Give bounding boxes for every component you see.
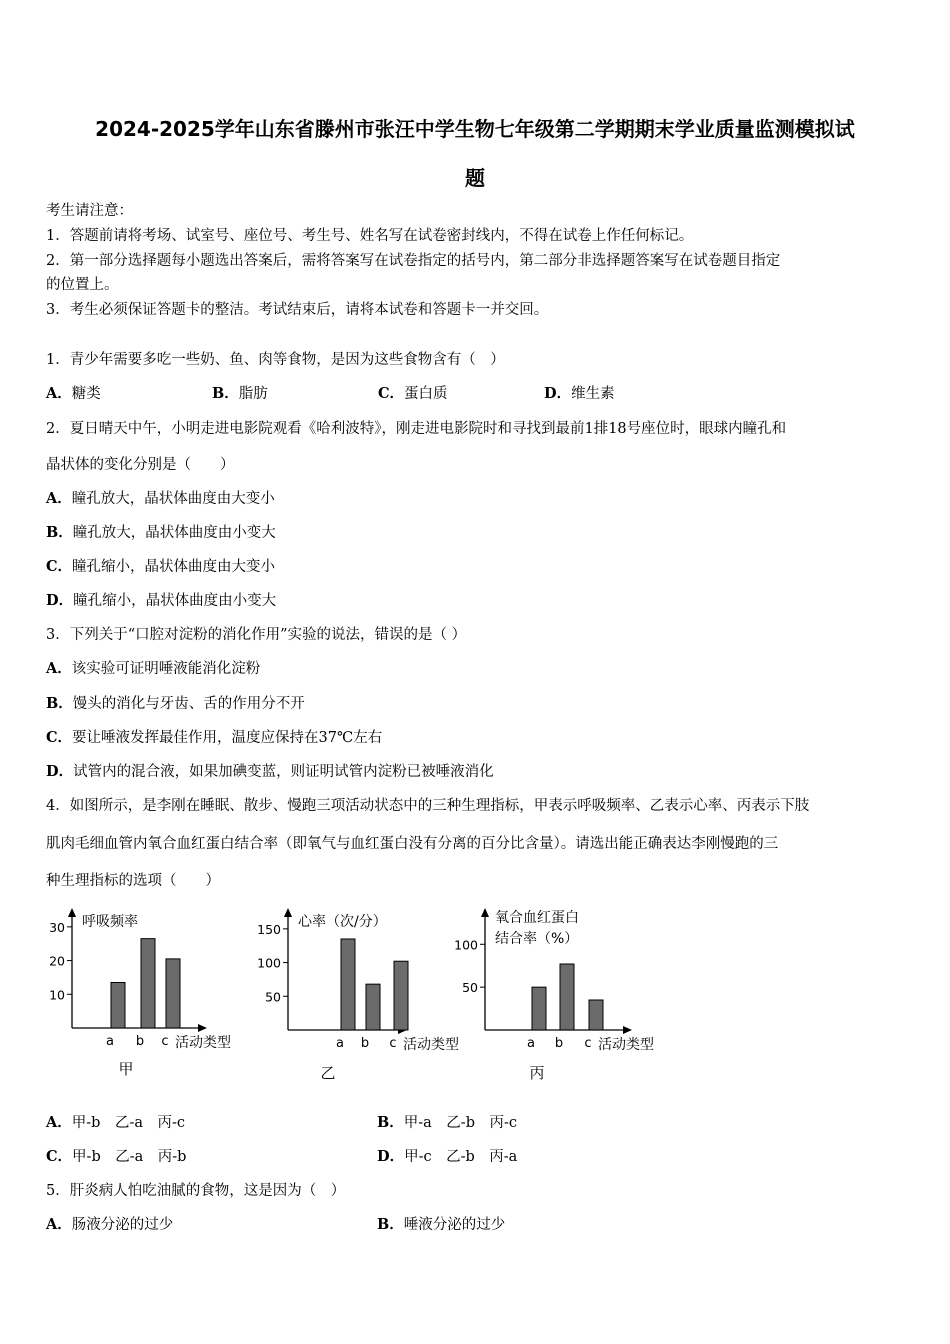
- q1-stem: 1．青少年需要多吃一些奶、鱼、肉等食物，是因为这些食物含有（ ）: [46, 352, 505, 368]
- y-tick-label: 100: [257, 955, 281, 971]
- y-tick-label: 150: [257, 921, 281, 937]
- x-tick-label: a: [106, 1034, 114, 1049]
- q4-option-b: B．甲-a 乙-b 丙-c: [377, 1114, 518, 1131]
- notice-item-3: 3．考生必须保证答题卡的整洁。考试结束后，请将本试卷和答题卡一并交回。: [46, 302, 549, 318]
- notice-item-1: 1．答题前请将考场、试室号、座位号、考生号、姓名写在试卷密封线内，不得在试卷上作任何标记。: [46, 228, 694, 244]
- q5-option-a: A．肠液分泌的过少: [46, 1216, 174, 1233]
- x-tick-label: c: [584, 1036, 592, 1051]
- bar-b: [366, 984, 380, 1030]
- bar-a: [341, 939, 355, 1030]
- y-axis-label: 心率（次/分）: [298, 914, 387, 930]
- x-tick-label: b: [360, 1036, 370, 1051]
- q3-option-a: A．该实验可证明唾液能消化淀粉: [46, 660, 261, 677]
- q4-stem-3: 种生理指标的选项（ ）: [46, 873, 220, 889]
- q3-option-b: B．馒头的消化与牙齿、舌的作用分不开: [46, 695, 305, 712]
- bar-c: [394, 961, 408, 1030]
- bar-b: [560, 964, 574, 1030]
- notice-item-2: 2．第一部分选择题每小题选出答案后，需将答案写在试卷指定的括号内，第二部分非选择题答案写在试卷题目指定: [46, 253, 781, 269]
- y-tick-label: 10: [49, 987, 65, 1003]
- bar-c: [589, 1000, 603, 1030]
- bar-a: [532, 987, 546, 1030]
- q4-options-row-1: [46, 1113, 517, 1133]
- chart-name: 丙: [529, 1064, 545, 1082]
- title-line-1: 2024-2025学年山东省滕州市张汪中学生物七年级第二学期期末学业质量监测模拟试: [95, 117, 855, 141]
- chart-bing: [445, 898, 655, 1088]
- chart-yi: [225, 905, 459, 1090]
- q3-stem: 3．下列关于“口腔对淀粉的消化作用”实验的说法，错误的是（ ）: [46, 627, 467, 643]
- q4-option-d: D．甲-c 乙-b 丙-a: [377, 1148, 518, 1165]
- x-tick-label: b: [135, 1034, 145, 1049]
- q1-option-d: D．维生素: [544, 385, 615, 402]
- y-tick-label: 50: [462, 980, 478, 996]
- q2-option-d: D．瞳孔缩小，晶状体曲度由小变大: [46, 592, 277, 609]
- q2-stem-2: 晶状体的变化分别是（ ）: [46, 457, 235, 473]
- y-tick-label: 50: [265, 989, 281, 1005]
- q4-stem-1: 4．如图所示，是李刚在睡眠、散步、慢跑三项活动状态中的三种生理指标，甲表示呼吸频率、乙表示心率、丙表示下肢: [46, 798, 810, 814]
- q4-stem-2: 肌肉毛细血管内氧合血红蛋白结合率（即氧气与血红蛋白没有分离的百分比含量）。请选出能正确表达李刚慢跑的三: [46, 836, 779, 852]
- q3-option-d: D．试管内的混合液，如果加碘变蓝，则证明试管内淀粉已被唾液消化: [46, 763, 494, 780]
- chart-name: 乙: [320, 1064, 336, 1082]
- q4-option-c: C．甲-b 乙-a 丙-b: [46, 1148, 187, 1165]
- chart-jia: [40, 898, 240, 1088]
- bar-c: [166, 959, 180, 1028]
- y-axis-label: 呼吸频率: [82, 914, 138, 930]
- notice-heading: 考生请注意：: [46, 203, 133, 219]
- y-axis-arrow: [481, 908, 489, 917]
- q2-option-b: B．瞳孔放大，晶状体曲度由小变大: [46, 524, 276, 541]
- y-axis-arrow: [68, 908, 76, 917]
- notice-item-2-cont: 的位置上。: [46, 277, 119, 293]
- y-axis-arrow: [284, 908, 292, 917]
- q2-option-c: C．瞳孔缩小，晶状体曲度由大变小: [46, 558, 276, 575]
- q1-option-c: C．蛋白质: [378, 385, 448, 402]
- q2-option-a: A．瞳孔放大，晶状体曲度由大变小: [46, 490, 275, 507]
- bar-a: [111, 982, 125, 1028]
- q4-option-a: A．甲-b 乙-a 丙-c: [46, 1114, 186, 1131]
- chart-name: 甲: [118, 1060, 134, 1078]
- q1-options: [46, 384, 615, 404]
- x-axis-label: 活动类型: [175, 1035, 231, 1051]
- q5-option-b: B．唾液分泌的过少: [377, 1216, 506, 1233]
- q5-options: [46, 1215, 505, 1235]
- x-tick-label: a: [336, 1036, 344, 1051]
- x-axis-arrow: [198, 1024, 207, 1032]
- y-tick-label: 30: [49, 919, 65, 935]
- x-axis-label: 活动类型: [403, 1037, 459, 1053]
- q1-option-b: B．脂肪: [212, 385, 268, 402]
- x-tick-label: c: [161, 1034, 169, 1049]
- x-tick-label: a: [527, 1036, 535, 1051]
- y-tick-label: 20: [49, 953, 65, 969]
- q3-option-c: C．要让唾液发挥最佳作用，温度应保持在37℃左右: [46, 729, 383, 746]
- y-tick-label: 100: [454, 937, 478, 953]
- q5-stem: 5．肝炎病人怕吃油腻的食物，这是因为（ ）: [46, 1183, 346, 1199]
- q4-options-row-2: [46, 1147, 517, 1167]
- bar-b: [141, 939, 155, 1028]
- x-axis-label: 活动类型: [598, 1037, 654, 1053]
- q2-stem-1: 2．夏日晴天中午，小明走进电影院观看《哈利波特》，刚走进电影院时和寻找到最前1排18号座位时，眼球内瞳孔和: [46, 421, 787, 437]
- x-axis-arrow: [623, 1026, 632, 1034]
- y-axis-label-line-1: 氧合血红蛋白: [495, 910, 579, 926]
- y-axis-label-line-2: 结合率（%）: [495, 931, 579, 947]
- x-tick-label: b: [554, 1036, 564, 1051]
- q1-option-a: A．糖类: [46, 385, 101, 402]
- x-tick-label: c: [389, 1036, 397, 1051]
- title-line-2: 题: [465, 166, 485, 190]
